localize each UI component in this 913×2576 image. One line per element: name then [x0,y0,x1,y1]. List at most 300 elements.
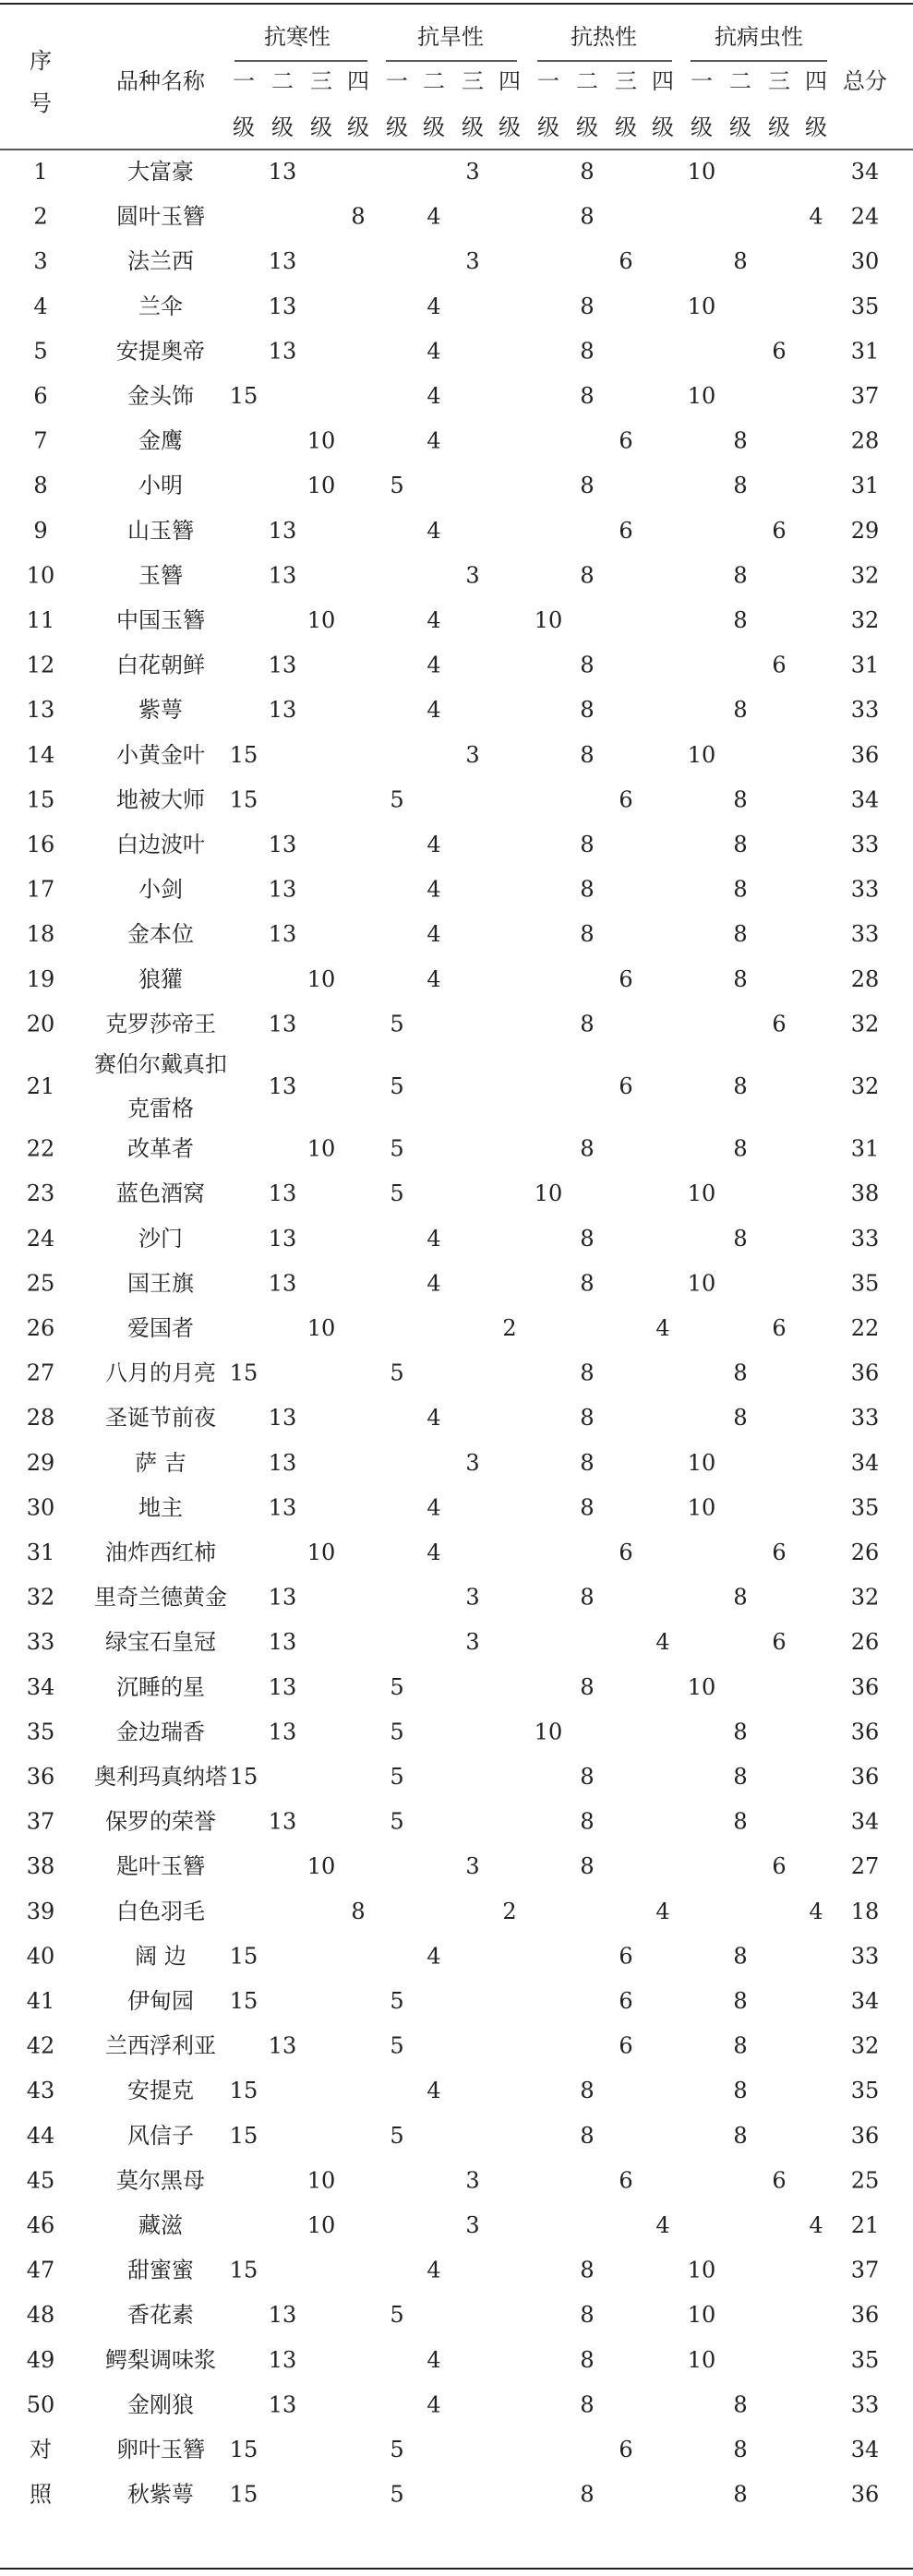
row-score: 8 [580,293,595,319]
row-seq: 8 [33,473,48,499]
row-name: 小黄金叶 [116,741,205,768]
row-score: 8 [580,921,595,948]
row-score: 8 [580,1494,595,1521]
row-score: 5 [390,2481,404,2508]
row-score: 13 [268,832,297,857]
row-score: 3 [465,2167,480,2194]
row-score: 8 [580,1449,595,1476]
row-score: 13 [268,1494,297,1521]
row-total: 27 [850,1853,880,1880]
row-score: 8 [580,1673,595,1700]
row-score: 13 [268,293,297,319]
header-name: 品种名称 [116,68,205,94]
row-score: 4 [426,427,441,454]
row-seq: 29 [26,1449,55,1476]
row-name: 狼獾 [138,965,183,992]
row-score: 8 [580,652,595,678]
row-total: 33 [850,1225,880,1252]
header-grade-suffix: 级 [347,114,369,140]
row-name: 风信子 [127,2122,194,2149]
row-score: 5 [390,1011,404,1037]
row-name: 小明 [138,473,183,499]
header-grade-suffix: 级 [691,114,713,140]
row-score: 6 [619,2167,633,2194]
row-score: 8 [580,2346,595,2373]
row-score: 13 [268,562,297,589]
row-score: 13 [268,2391,297,2418]
header-grade-num: 四 [347,68,369,94]
row-score: 6 [772,1853,787,1880]
row-score: 8 [733,2078,748,2104]
row-score: 8 [733,1808,748,1835]
row-score: 10 [687,1494,716,1521]
row-score: 10 [687,2302,716,2329]
row-seq: 7 [33,427,48,454]
row-score: 4 [426,2257,441,2283]
row-seq: 13 [26,697,55,724]
header-seq: 序 [30,48,52,74]
row-score: 10 [306,427,336,454]
row-score: 10 [687,1180,716,1207]
header-grade-num: 二 [423,68,445,94]
row-score: 8 [733,1943,748,1970]
row-seq: 1 [33,159,48,185]
row-seq: 25 [26,1270,55,1297]
row-total: 18 [850,1898,880,1924]
row-total: 34 [850,786,880,813]
row-score: 8 [351,1898,366,1924]
row-score: 6 [619,517,633,544]
row-total: 34 [850,1808,880,1835]
row-name: 国王旗 [127,1270,194,1297]
row-score: 8 [733,562,748,589]
row-seq: 22 [26,1135,55,1162]
row-total: 33 [850,921,880,948]
row-score: 4 [426,1943,441,1970]
row-score: 15 [229,2257,258,2283]
row-score: 8 [580,2302,595,2329]
row-name: 白色羽毛 [116,1898,205,1924]
row-score: 10 [687,741,716,768]
row-total: 33 [850,697,880,724]
row-score: 15 [229,2122,258,2149]
row-score: 10 [687,1449,716,1476]
header-grade-num: 一 [691,68,713,94]
row-name: 圆叶玉簪 [116,203,205,230]
row-name: 沉睡的星 [116,1673,205,1700]
row-total: 32 [850,607,880,633]
row-seq: 14 [26,741,55,768]
row-name: 甜蜜蜜 [127,2257,194,2283]
row-seq: 照 [30,2481,52,2508]
row-seq: 17 [26,876,55,903]
row-name: 匙叶玉簪 [116,1853,205,1880]
row-score: 5 [390,1808,404,1835]
row-seq: 35 [26,1719,55,1745]
row-score: 8 [580,1225,595,1252]
row-score: 3 [465,2212,480,2238]
header-grade-num: 一 [537,68,559,94]
row-score: 8 [580,562,595,589]
row-score: 8 [733,2481,748,2508]
row-seq: 24 [26,1225,55,1252]
row-score: 4 [426,293,441,319]
row-score: 8 [733,2122,748,2149]
row-score: 4 [426,921,441,948]
row-score: 4 [426,1540,441,1565]
row-score: 5 [390,1180,404,1207]
row-score: 8 [580,2481,595,2508]
row-seq: 21 [26,1073,55,1099]
row-score: 13 [268,1011,297,1037]
row-score: 8 [580,1764,595,1790]
row-name: 藏滋 [138,2212,183,2238]
row-score: 13 [268,159,297,185]
row-seq: 5 [33,338,48,365]
row-total: 25 [850,2167,880,2194]
header-group: 抗旱性 [417,24,484,50]
row-score: 8 [733,1135,748,1162]
row-score: 13 [268,338,297,365]
row-score: 4 [426,697,441,724]
row-score: 8 [733,2437,748,2462]
row-seq: 33 [26,1629,55,1656]
row-score: 10 [306,1135,336,1162]
row-name: 金头饰 [127,383,194,409]
row-seq: 41 [26,1988,55,2014]
row-score: 6 [772,517,787,544]
row-score: 5 [390,1764,404,1790]
row-score: 4 [426,1494,441,1521]
row-score: 8 [580,159,595,185]
row-score: 13 [268,1673,297,1700]
row-score: 5 [390,1719,404,1745]
row-score: 6 [772,652,787,678]
row-score: 8 [580,876,595,903]
row-name: 莫尔黑母 [116,2167,205,2194]
row-total: 37 [850,2257,880,2283]
header-grade-num: 一 [386,68,408,94]
row-score: 13 [268,2032,297,2059]
row-seq: 50 [26,2391,55,2418]
row-score: 4 [426,383,441,409]
row-name: 秋紫萼 [127,2481,194,2508]
row-name: 兰西浮利亚 [105,2032,216,2059]
row-score: 10 [687,2257,716,2283]
row-score: 3 [465,1853,480,1880]
row-score: 8 [733,921,748,948]
row-seq: 19 [26,965,55,992]
row-total: 33 [850,1405,880,1432]
row-total: 36 [850,2481,880,2508]
row-score: 8 [733,1584,748,1611]
row-seq: 16 [26,832,55,857]
row-total: 36 [850,1673,880,1700]
row-score: 2 [502,1315,517,1341]
row-score: 4 [426,1225,441,1252]
row-seq: 对 [30,2437,52,2462]
row-total: 24 [850,203,880,230]
header-grade-num: 二 [576,68,598,94]
row-total: 36 [850,741,880,768]
header-grade-num: 二 [729,68,751,94]
row-total: 36 [850,1764,880,1790]
row-name: 紫萼 [138,697,183,724]
header-grade-suffix: 级 [805,114,827,140]
row-score: 8 [580,203,595,230]
row-name: 鳄梨调味浆 [105,2346,216,2373]
header-grade-num: 四 [805,68,827,94]
row-score: 10 [306,1540,336,1565]
header-group: 抗病虫性 [715,24,803,50]
row-name: 奥利玛真纳塔 [94,1764,227,1790]
row-seq: 39 [26,1898,55,1924]
row-total: 35 [850,1270,880,1297]
row-score: 15 [229,1360,258,1386]
row-score: 15 [229,383,258,409]
row-seq: 15 [26,786,55,813]
row-score: 8 [580,2078,595,2104]
row-name: 金边瑞香 [116,1719,205,1745]
row-score: 5 [390,2302,404,2329]
row-score: 13 [268,1405,297,1432]
row-seq: 45 [26,2167,55,2194]
row-score: 6 [619,2437,633,2462]
row-score: 10 [306,1315,336,1341]
row-seq: 43 [26,2078,55,2104]
row-score: 5 [390,2032,404,2059]
row-seq: 18 [26,921,55,948]
row-score: 10 [306,965,336,992]
row-score: 8 [580,2122,595,2149]
row-total: 33 [850,832,880,857]
header-grade-suffix: 级 [768,114,790,140]
row-score: 5 [390,1673,404,1700]
row-name: 阔 边 [135,1943,186,1970]
row-score: 4 [426,203,441,230]
row-score: 8 [580,2257,595,2283]
row-name: 绿宝石皇冠 [105,1629,216,1656]
header-grade-suffix: 级 [310,114,332,140]
row-score: 13 [268,1180,297,1207]
header-grade-num: 三 [462,68,484,94]
row-score: 4 [426,517,441,544]
row-score: 15 [229,2078,258,2104]
row-score: 8 [733,876,748,903]
header-grade-num: 三 [310,68,332,94]
row-score: 6 [619,2032,633,2059]
header-grade-num: 三 [768,68,790,94]
row-seq: 3 [33,248,48,275]
row-score: 13 [268,517,297,544]
header-grade-num: 三 [615,68,637,94]
header-group: 抗热性 [571,24,637,50]
row-name: 地主 [138,1494,183,1521]
row-total: 28 [850,427,880,454]
row-score: 8 [733,473,748,499]
header-grade-suffix: 级 [499,114,521,140]
row-name: 金本位 [127,921,194,948]
row-total: 34 [850,1988,880,2014]
row-seq: 48 [26,2302,55,2329]
row-score: 8 [733,832,748,857]
row-seq: 30 [26,1494,55,1521]
header-grade-suffix: 级 [386,114,408,140]
header-grade-suffix: 级 [233,114,255,140]
row-score: 5 [390,1073,404,1099]
row-total: 29 [850,517,880,544]
row-score: 6 [619,965,633,992]
row-name: 大富豪 [127,159,194,185]
row-seq: 27 [26,1360,55,1386]
row-score: 15 [229,741,258,768]
row-seq: 32 [26,1584,55,1611]
row-total: 36 [850,2302,880,2329]
row-name: 沙门 [138,1225,183,1252]
row-score: 8 [580,383,595,409]
header-grade-suffix: 级 [537,114,559,140]
row-score: 13 [268,652,297,678]
row-name: 卵叶玉簪 [116,2437,205,2462]
row-total: 36 [850,2122,880,2149]
row-name: 兰伞 [138,293,183,319]
header-grade-num: 四 [499,68,521,94]
row-name: 保罗的荣誉 [105,1808,216,1835]
row-name: 白边波叶 [116,832,205,857]
row-score: 13 [268,1808,297,1835]
row-score: 5 [390,1135,404,1162]
row-score: 10 [534,1719,563,1745]
row-score: 15 [229,2437,258,2462]
row-score: 8 [733,1719,748,1745]
row-name: 蓝色酒窝 [116,1180,205,1207]
row-seq: 20 [26,1011,55,1037]
header-grade-suffix: 级 [423,114,445,140]
row-score: 13 [268,921,297,948]
row-score: 8 [580,1584,595,1611]
row-score: 4 [426,607,441,633]
row-total: 28 [850,965,880,992]
row-total: 36 [850,1719,880,1745]
row-seq: 6 [33,383,48,409]
row-score: 4 [655,2212,670,2238]
row-score: 6 [772,2167,787,2194]
row-score: 10 [306,2212,336,2238]
row-score: 13 [268,876,297,903]
row-score: 6 [619,786,633,813]
row-score: 13 [268,1584,297,1611]
row-score: 6 [619,1943,633,1970]
row-score: 8 [580,697,595,724]
row-score: 15 [229,1764,258,1790]
row-score: 8 [733,965,748,992]
row-seq: 4 [33,293,48,319]
header-grade-num: 四 [652,68,674,94]
row-score: 3 [465,562,480,589]
row-name: 地被大师 [116,786,205,813]
row-score: 8 [580,1270,595,1297]
row-score: 8 [733,607,748,633]
row-score: 4 [426,832,441,857]
row-score: 3 [465,1629,480,1656]
row-score: 8 [733,2032,748,2059]
row-total: 33 [850,1943,880,1970]
row-seq: 46 [26,2212,55,2238]
row-score: 13 [268,2302,297,2329]
row-score: 6 [619,248,633,275]
row-total: 31 [850,652,880,678]
row-score: 8 [733,786,748,813]
row-score: 8 [733,248,748,275]
header-grade-suffix: 级 [729,114,751,140]
row-score: 10 [306,2167,336,2194]
row-name: 圣诞节前夜 [105,1405,216,1432]
row-seq: 40 [26,1943,55,1970]
row-score: 15 [229,1943,258,1970]
row-score: 8 [580,1360,595,1386]
row-score: 4 [426,2391,441,2418]
row-name: 玉簪 [138,562,183,589]
header-grade-num: 一 [233,68,255,94]
row-seq: 47 [26,2257,55,2283]
row-score: 4 [809,203,823,230]
row-score: 4 [655,1629,670,1656]
row-score: 4 [426,876,441,903]
row-total: 31 [850,473,880,499]
row-score: 10 [306,473,336,499]
row-name: 金刚狼 [127,2391,194,2418]
row-score: 6 [772,1315,787,1341]
row-score: 4 [426,965,441,992]
row-score: 6 [772,1629,787,1656]
row-name: 改革者 [127,1135,194,1162]
row-total: 36 [850,1360,880,1386]
row-name: 金鹰 [138,427,183,454]
row-score: 6 [619,427,633,454]
row-score: 15 [229,1988,258,2014]
header-total: 总分 [843,68,887,94]
row-score: 4 [426,2346,441,2373]
row-score: 8 [733,2391,748,2418]
row-score: 8 [733,1225,748,1252]
header-group: 抗寒性 [264,24,330,50]
row-score: 3 [465,159,480,185]
row-seq: 44 [26,2122,55,2149]
row-score: 13 [268,1225,297,1252]
row-total: 32 [850,562,880,589]
header-seq: 号 [30,90,52,116]
row-score: 8 [580,1853,595,1880]
row-score: 8 [733,1405,748,1432]
row-seq: 26 [26,1315,55,1341]
row-score: 8 [733,1360,748,1386]
row-total: 26 [850,1629,880,1656]
row-score: 10 [687,159,716,185]
row-total: 32 [850,1584,880,1611]
row-score: 5 [390,1988,404,2014]
row-seq: 10 [26,562,55,589]
row-score: 15 [229,2481,258,2508]
row-total: 35 [850,1494,880,1521]
row-name: 香花素 [127,2302,194,2329]
row-total: 35 [850,293,880,319]
row-score: 13 [268,248,297,275]
row-score: 8 [580,473,595,499]
row-seq: 2 [33,203,48,230]
row-seq: 34 [26,1673,55,1700]
row-score: 4 [655,1315,670,1341]
row-score: 8 [580,1808,595,1835]
